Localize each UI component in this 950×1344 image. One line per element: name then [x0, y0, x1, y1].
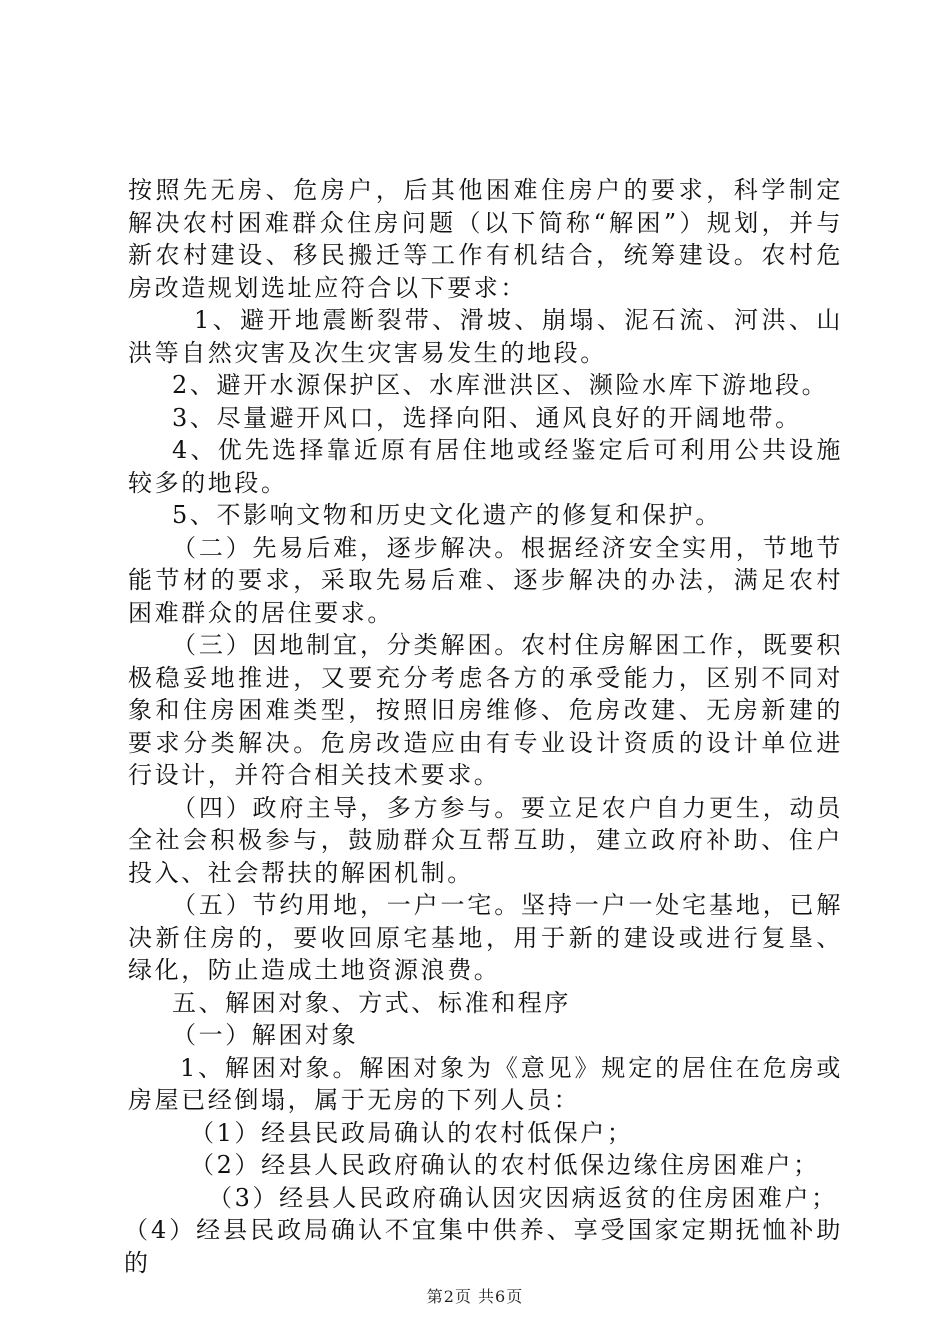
paragraph-principle-2: （二）先易后难，逐步解决。根据经济安全实用，节地节能节材的要求，采取先易后难、逐步解决的办法，满足农村困难群众的居住要求。	[128, 533, 843, 627]
page-number-footer: 第2页 共6页	[426, 1287, 524, 1306]
paragraph-principle-4: （四）政府主导，多方参与。要立足农户自力更生，动员全社会积极参与，鼓励群众互帮互助，建立政府补助、住户投入、社会帮扶的解困机制。	[128, 793, 843, 887]
list-item-target-1: （1）经县民政局确认的农村低保户；	[190, 1118, 634, 1147]
paragraph-principle-3: （三）因地制宜，分类解困。农村住房解困工作，既要积极稳妥地推进，又要充分考虑各方的承受能力，区别不同对象和住房困难类型，按照旧房维修、危房改建、无房新建的要求分类解决。危房改造应由有专业设计资质的设计单位进行设计，并符合相关技术要求。	[128, 631, 843, 789]
paragraph-requirement-3: 3、尽量避开风口，选择向阳、通风良好的开阔地带。	[172, 403, 802, 432]
paragraph-requirement-2: 2、避开水源保护区、水库泄洪区、濒险水库下游地段。	[172, 371, 829, 399]
list-item-target-4: （4）经县民政局确认不宜集中供养、享受国家定期抚恤补助的	[124, 1216, 843, 1277]
list-item-target-3: （3）经县人民政府确认因灾因病返贫的住房困难户；	[208, 1183, 838, 1212]
paragraph-targets-1: 1、解困对象。解困对象为《意见》规定的居住在危房或房屋已经倒塌，属于无房的下列人员：	[128, 1053, 843, 1114]
paragraph-requirement-5: 5、不影响文物和历史文化遗产的修复和保护。	[172, 501, 722, 529]
list-item-target-2: （2）经县人民政府确认的农村低保边缘住房困难户；	[190, 1151, 820, 1179]
section-heading-five: 五、解困对象、方式、标准和程序	[172, 988, 571, 1017]
paragraph-planning-intro: 按照先无房、危房户，后其他困难住房户的要求，科学制定解决农村困难群众住房问题（以下简称“解困”）规划，并与新农村建设、移民搬迁等工作有机结合，统筹建设。农村危房改造规划选址应符合以下要求：	[128, 176, 843, 302]
document-body	[124, 174, 843, 1279]
paragraph-requirement-1: 1、避开地震断裂带、滑坡、崩塌、泥石流、河洪、山洪等自然灾害及次生灾害易发生的地段。	[128, 306, 843, 367]
paragraph-requirement-4: 4、优先选择靠近原有居住地或经鉴定后可利用公共设施较多的地段。	[128, 436, 843, 497]
paragraph-principle-5: （五）节约用地，一户一宅。坚持一户一处宅基地，已解决新住房的，要收回原宅基地，用于新的建设或进行复垦、绿化，防止造成土地资源浪费。	[128, 891, 843, 984]
subsection-heading-targets: （一）解困对象	[172, 1021, 359, 1049]
